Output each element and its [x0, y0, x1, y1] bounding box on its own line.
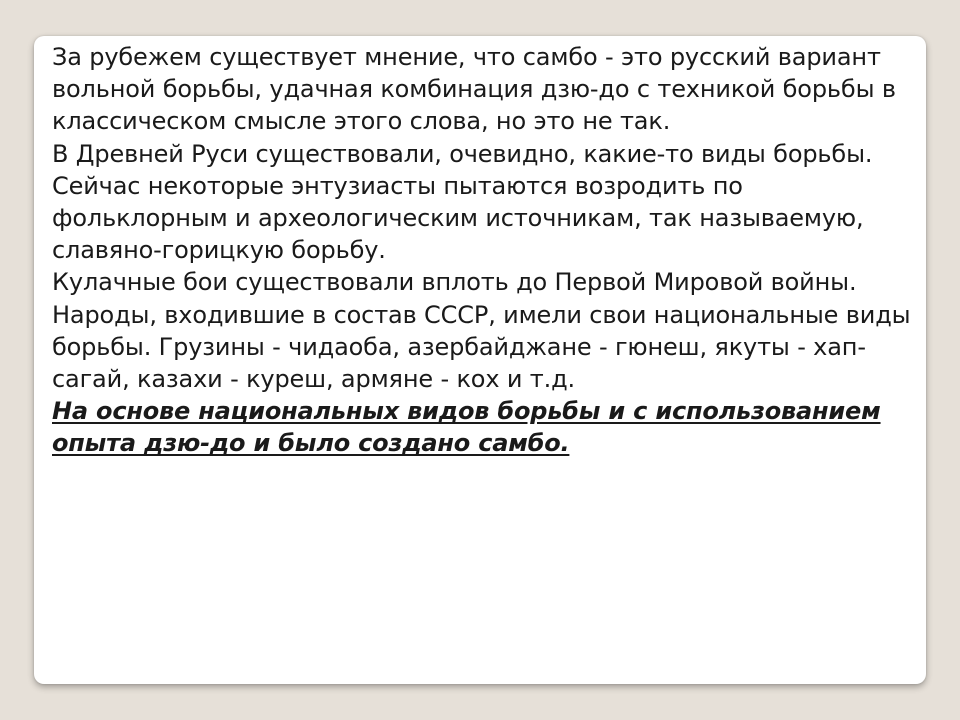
- slide-text-body: [52, 41, 912, 460]
- paragraph-national-wrestling: Кулачные бои существовали вплоть до Первой Мировой войны. Народы, входившие в состав СССР, имели свои национальные виды борьбы. Грузины - чидаоба, азербайджане - гюнеш, якуты - хап-сагай, казахи - куреш, армяне - кох и т.д.: [52, 268, 911, 394]
- paragraph-ancient-rus: В Древней Руси существовали, очевидно, какие-то виды борьбы. Сейчас некоторые энтузиасты пытаются возродить по фольклорным и археологическим источникам, так называемую, славяно-горицкую борьбу.: [52, 139, 873, 265]
- slide-card: [34, 36, 926, 684]
- paragraph-abroad-opinion: За рубежем существует мнение, что самбо - это русский вариант вольной борьбы, удачная комбинация дзю-до с техникой борьбы в классическом смысле этого слова, но это не так.: [52, 43, 896, 136]
- paragraph-conclusion: На основе национальных видов борьбы и с использованием опыта дзю-до и было создано самбо.: [52, 397, 881, 458]
